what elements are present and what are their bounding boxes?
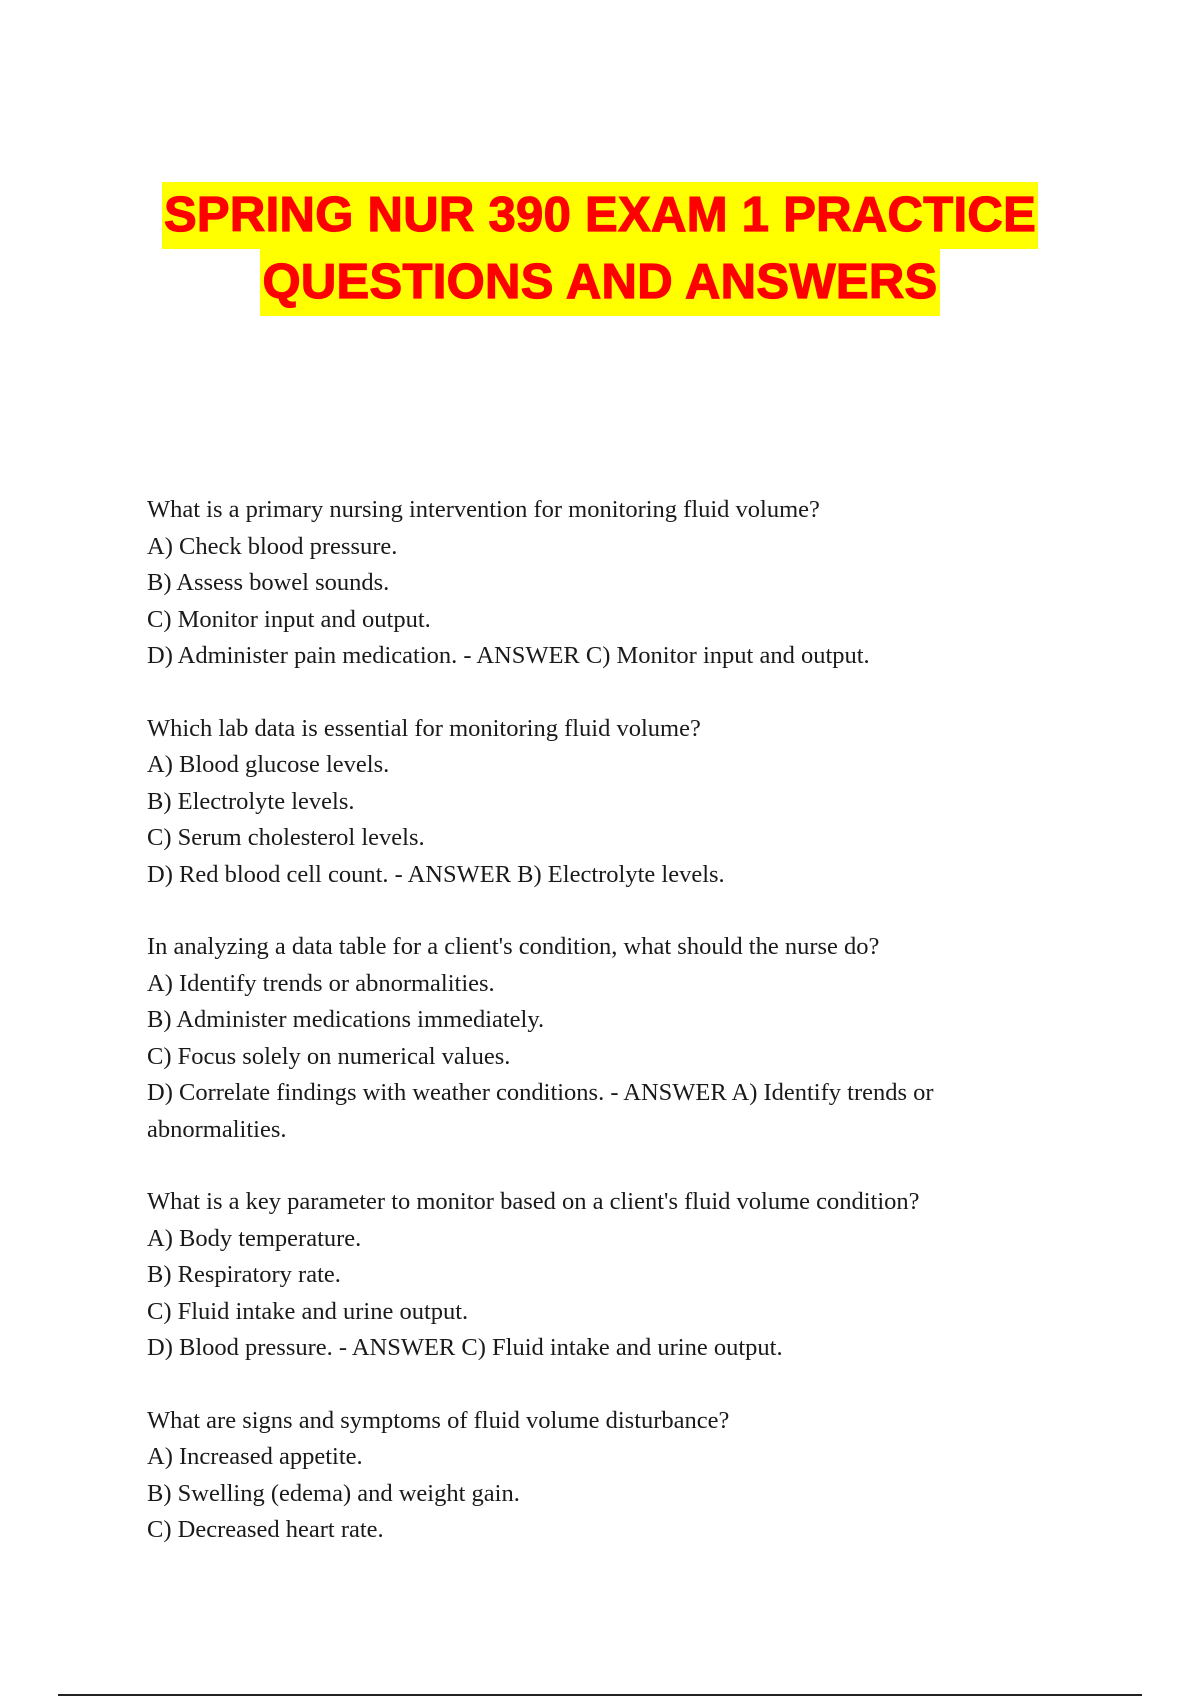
document-title xyxy=(0,182,1200,316)
question-text: What is a primary nursing intervention for monitoring fluid volume? xyxy=(147,496,820,523)
option-b: B) Swelling (edema) and weight gain. xyxy=(147,1479,520,1507)
option-c: C) Monitor input and output. xyxy=(147,605,431,633)
question-text: Which lab data is essential for monitoring fluid volume? xyxy=(147,714,701,742)
option-a: A) Identify trends or abnormalities. xyxy=(147,969,495,997)
question-block-2 xyxy=(147,711,1047,894)
title-line-2: QUESTIONS AND ANSWERS xyxy=(260,249,939,316)
option-c: C) Decreased heart rate. xyxy=(147,1516,384,1543)
option-d-with-answer: D) Blood pressure. - ANSWER C) Fluid intake and urine output. xyxy=(147,1334,783,1361)
question-block-4 xyxy=(147,1184,1047,1367)
question-text: What are signs and symptoms of fluid volume disturbance? xyxy=(147,1406,730,1434)
option-b: B) Assess bowel sounds. xyxy=(147,569,390,596)
question-block-1 xyxy=(147,492,1047,675)
option-d-with-answer: D) Correlate findings with weather conditions. - ANSWER A) Identify trends or abnormalities. xyxy=(147,1079,934,1143)
option-d-with-answer: D) Red blood cell count. - ANSWER B) Electrolyte levels. xyxy=(147,860,725,888)
option-c: C) Fluid intake and urine output. xyxy=(147,1297,469,1325)
page-bottom-divider xyxy=(58,1694,1142,1696)
option-c: C) Focus solely on numerical values. xyxy=(147,1042,511,1070)
question-block-3 xyxy=(147,929,1047,1148)
option-a: A) Body temperature. xyxy=(147,1224,362,1252)
option-b: B) Administer medications immediately. xyxy=(147,1006,545,1033)
option-b: B) Respiratory rate. xyxy=(147,1261,341,1288)
option-b: B) Electrolyte levels. xyxy=(147,787,355,815)
question-list xyxy=(147,492,1047,1585)
question-text: In analyzing a data table for a client's condition, what should the nurse do? xyxy=(147,933,880,960)
option-a: A) Increased appetite. xyxy=(147,1443,363,1470)
option-a: A) Check blood pressure. xyxy=(147,532,398,560)
option-d-with-answer: D) Administer pain medication. - ANSWER C) Monitor input and output. xyxy=(147,642,870,669)
question-block-5 xyxy=(147,1403,1047,1549)
option-a: A) Blood glucose levels. xyxy=(147,751,390,778)
option-c: C) Serum cholesterol levels. xyxy=(147,824,425,851)
question-text: What is a key parameter to monitor based on a client's fluid volume condition? xyxy=(147,1188,920,1215)
title-line-1: SPRING NUR 390 EXAM 1 PRACTICE xyxy=(162,182,1038,249)
